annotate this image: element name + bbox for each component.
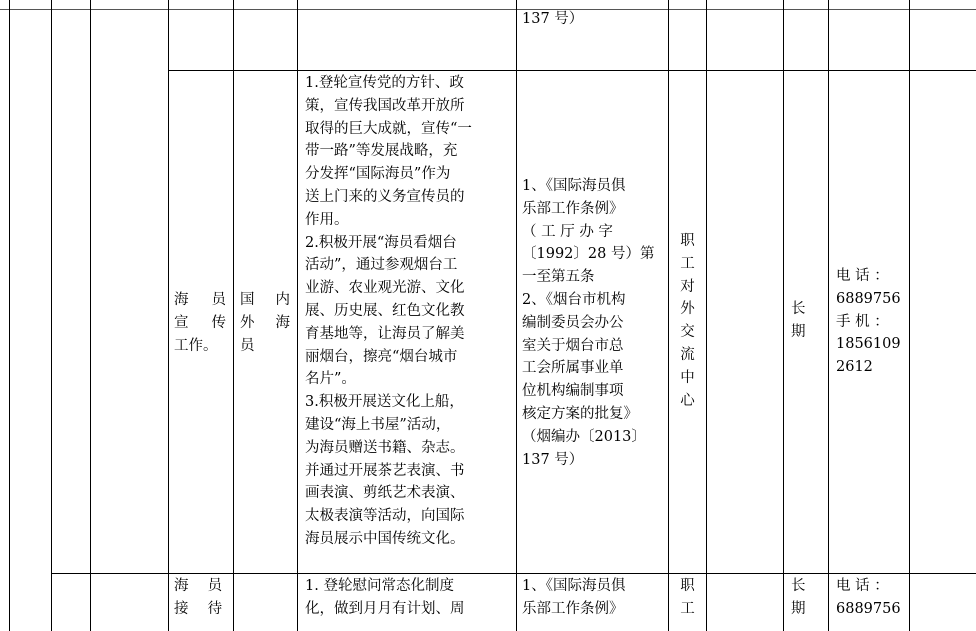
table-col-line	[706, 0, 707, 631]
page-top-border	[0, 9, 976, 10]
project-cell: 海 员 接 待	[174, 578, 223, 617]
contact-cell: 电 话 ： 6889756 手 机 ： 1856109 2612	[836, 268, 901, 376]
department-cell: 职 工 对 外 交 流 中 心	[680, 233, 695, 409]
table-col-line	[90, 0, 91, 631]
period-cell: 长 期	[791, 578, 806, 617]
table-row-line	[168, 70, 976, 71]
contact-cell: 电 话 ： 6889756	[836, 578, 901, 617]
table-col-line	[168, 0, 169, 631]
table-col-line	[783, 0, 784, 631]
content-cell: 1. 登轮慰问常态化制度 化，做到月月有计划、周	[305, 578, 465, 617]
basis-cell: 1、《国际海员俱 乐部工作条例》 （ 工 厅 办 字 〔1992〕28 号）第 一至第五条 2、《烟台市机构 编制委员会办公 室关于烟台市总 工会所属事业单 位机构编制事项 核定方案的批复》 （烟编办〔2013〕 137 号）	[522, 178, 655, 468]
content-cell: 1.登轮宣传党的方针、政 策，宣传我国改革开放所 取得的巨大成就，宣传“一 带一路”等发展战略，充 分发挥“国际海员”作为 送上门来的义务宣传员的 作用。 2.积极开展“海员看烟台 活动”，通过参观烟台工 业游、农业观光游、文化 展、历史展、红色文化教 育基地等，让海员了解美 丽烟台，擦亮“烟台城市 名片”。 3.积极开展送文化上船， 建设“海上书屋”活动， 为海员赠送书籍、杂志。 并通过开展茶艺表演、书 画表演、剪纸艺术表演、 太极表演等活动，向国际 海员展示中国传统文化。	[305, 75, 472, 547]
basis-cell: 1、《国际海员俱 乐部工作条例》	[522, 578, 626, 617]
target-cell: 国 内 外 海 员	[240, 292, 290, 354]
basis-cell-continued: 137 号）	[522, 11, 584, 27]
table-col-line	[828, 0, 829, 631]
table-col-line	[233, 0, 234, 631]
department-cell: 职 工	[680, 578, 695, 617]
table-col-line	[297, 0, 298, 631]
table-col-line	[51, 0, 52, 631]
table-col-line	[516, 0, 517, 631]
project-cell: 海 员 宣 传 工作。	[174, 292, 226, 354]
table-col-line	[909, 0, 910, 631]
table-col-line	[9, 0, 10, 631]
table-row-line	[51, 573, 976, 574]
period-cell: 长 期	[791, 301, 806, 340]
